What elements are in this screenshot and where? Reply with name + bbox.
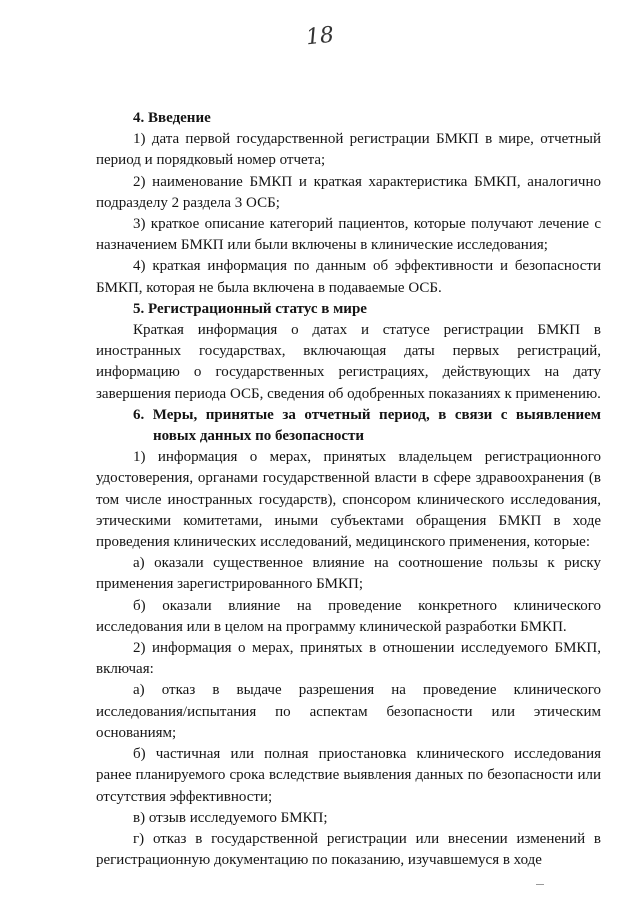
page-number: 18 — [304, 22, 336, 51]
section-6-item: б) оказали влияние на проведение конкретного клинического исследования или в целом на программу клинической разработки БМКП. — [96, 597, 601, 635]
section-6-item: 2) информация о мерах, принятых в отношении исследуемого БМКП, включая: — [96, 640, 601, 678]
section-6-item: а) оказали существенное влияние на соотношение пользы к риску применения зарегистрированного БМКП; — [96, 555, 601, 593]
section-6-item: а) отказ в выдаче разрешения на проведение клинического исследования/испытания по аспектам безопасности или этическим основаниям; — [96, 682, 601, 741]
section-4-item: 4) краткая информация по данным об эффективности и безопасности БМКП, которая не была включена в подаваемые ОСБ. — [96, 258, 601, 296]
section-4-heading: 4. Введение — [133, 110, 211, 126]
section-4-item: 3) краткое описание категорий пациентов, которые получают лечение с назначением БМКП или были включены в клинические исследования; — [96, 216, 601, 254]
scan-mark — [536, 884, 544, 885]
section-6-item: в) отзыв исследуемого БМКП; — [133, 809, 328, 826]
document-body — [96, 108, 601, 871]
section-6-heading: 6. Меры, принятые за отчетный период, в связи с выявлением новых данных по безопасности — [133, 406, 601, 445]
section-5-heading: 5. Регистрационный статус в мире — [133, 300, 367, 317]
section-6-item: б) частичная или полная приостановка клинического исследования ранее планируемого срока вследствие выявления данных по безопасности или отсутствия эффективности; — [96, 746, 601, 805]
section-4-item: 2) наименование БМКП и краткая характеристика БМКП, аналогично подразделу 2 раздела 3 ОСБ; — [96, 173, 601, 211]
section-4-item: 1) дата первой государственной регистрации БМКП в мире, отчетный период и порядковый номер отчета; — [96, 131, 601, 169]
section-6-item: 1) информация о мерах, принятых владельцем регистрационного удостоверения, органами государственной власти в сфере здравоохранения (в том числе иностранных государств), спонсором клинического исследования, этическими комитетами, иными субъектами обращения БМКП в ходе проведения клинических исследований, медицинского применения, которые: — [96, 449, 601, 551]
section-6-item: г) отказ в государственной регистрации или внесении изменений в регистрационную документацию по показанию, изучавшемуся в ходе — [96, 830, 601, 869]
section-5-text: Краткая информация о датах и статусе регистрации БМКП в иностранных государствах, включающая даты первых регистраций, информацию о государственных регистрациях, действующих на дату завершения периода ОСБ, сведения об одобренных показаниях к применению. — [96, 322, 601, 402]
